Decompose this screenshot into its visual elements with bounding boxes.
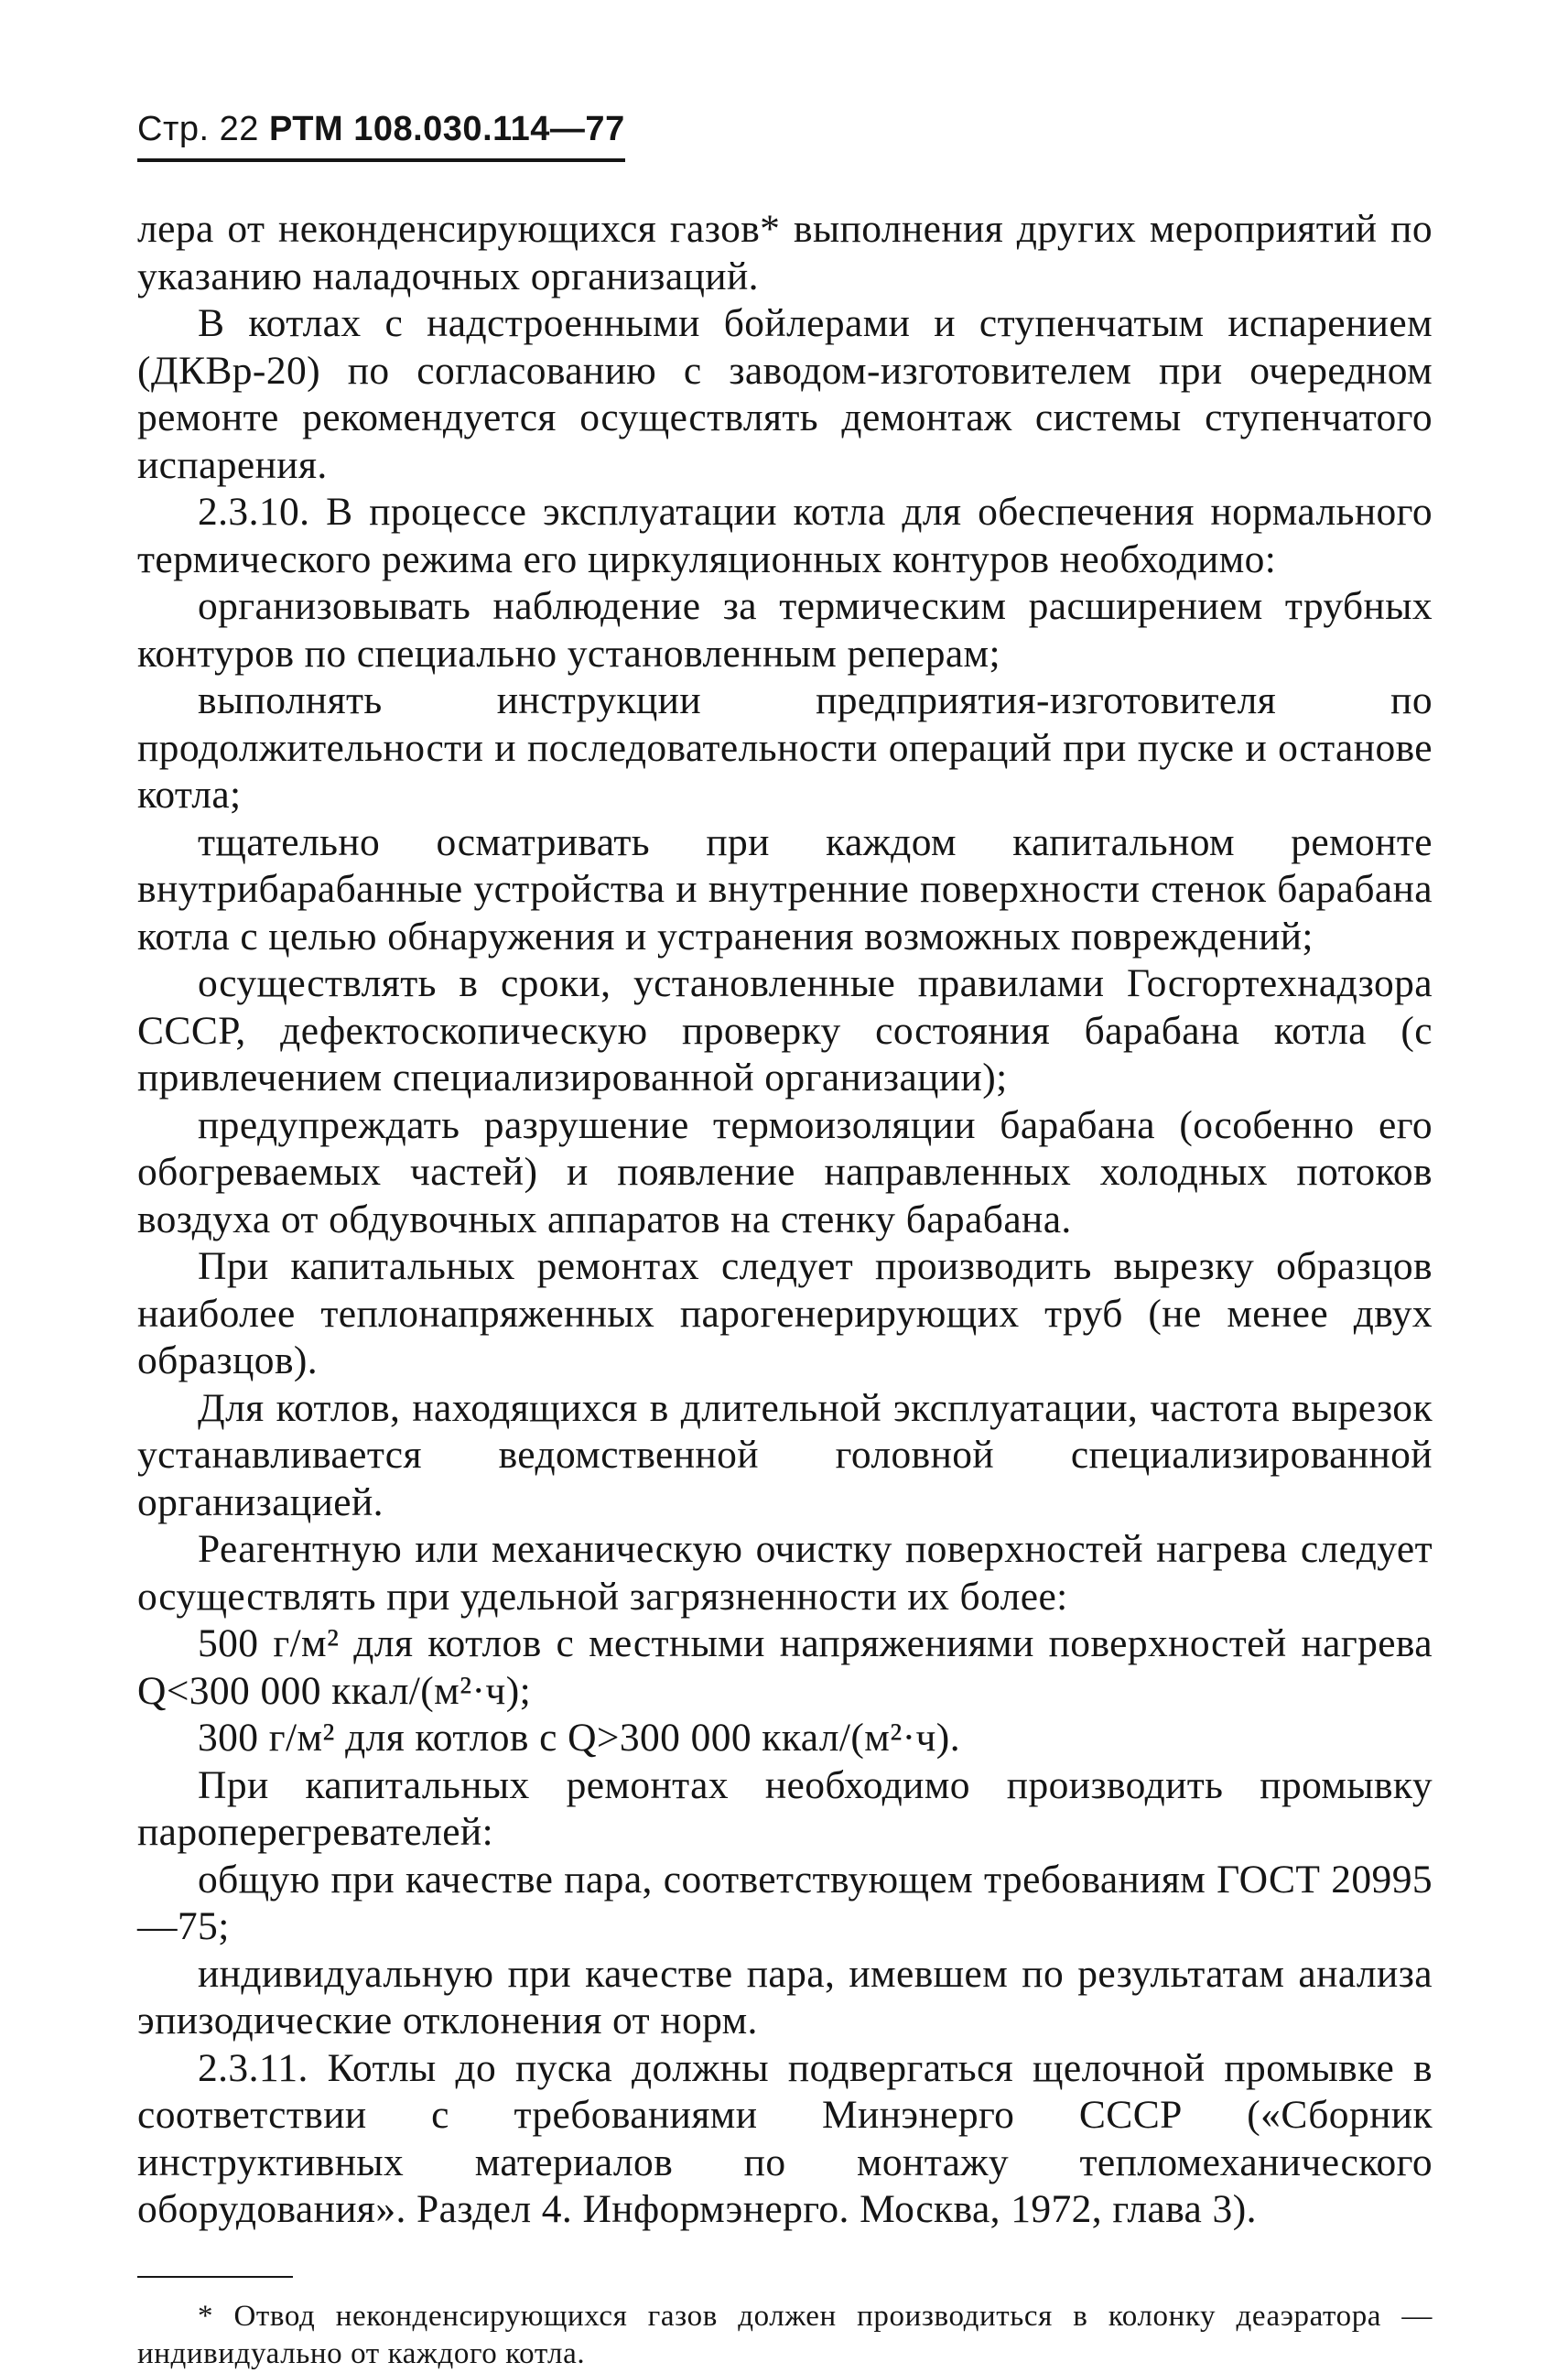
paragraph: В котлах с надстроенными бойлерами и ступенчатым испарением (ДКВр-20) по согласованию с заводом-изготовителем при очередном ремонте рекомендуется осуществлять демонтаж системы ступенчатого испарения. — [137, 301, 1433, 487]
list-item: тщательно осматривать при каждом капитальном ремонте внутрибарабанные устройства и внутренние поверхности стенок барабана котла с целью обнаружения и устранения возможных повреждений; — [137, 819, 1433, 959]
list-item: общую при качестве пара, соответствующем требованиям ГОСТ 20995—75; — [137, 1857, 1433, 1948]
list-item: 300 г/м² для котлов с Q>300 000 ккал/(м²·ч). — [198, 1716, 960, 1760]
paragraph: лера от неконденсирующихся газов* выполнения других мероприятий по указанию наладочных организаций. — [137, 207, 1433, 298]
list-item: организовывать наблюдение за термическим расширением трубных контуров по специально установленным реперам; — [137, 584, 1433, 676]
footnote: * Отвод неконденсирующихся газов должен производиться в колонку деаэратора — индивидуально от каждого котла. — [137, 2299, 1433, 2370]
paragraph: При капитальных ремонтах необходимо производить промывку пароперегревателей: — [137, 1762, 1433, 1854]
list-item: выполнять инструкции предприятия-изготовителя по продолжительности и последовательности операций при пуске и останове котла; — [137, 678, 1433, 817]
paragraph: 2.3.11. Котлы до пуска должны подвергаться щелочной промывке в соответствии с требованиями Минэнерго СССР («Сборник инструктивных материалов по монтажу тепломеханического оборудования». Раздел 4. Информэнерго. Москва, 1972, глава 3). — [137, 2045, 1433, 2231]
doc-code: РТМ 108.030.114—77 — [268, 110, 625, 148]
paragraph: При капитальных ремонтах следует производить вырезку образцов наиболее теплонапряженных парогенерирующих труб (не менее двух образцов). — [137, 1244, 1433, 1382]
body-text — [137, 206, 1433, 2234]
list-item: осуществлять в сроки, установленные правилами Госгортехнадзора СССР, дефектоскопическую проверку состояния барабана котла (с привлечением специализированной организации); — [137, 961, 1433, 1100]
document-page — [137, 110, 1433, 2373]
paragraph: 2.3.10. В процессе эксплуатации котла для обеспечения нормального термического режима его циркуляционных контуров необходимо: — [137, 490, 1433, 581]
list-item: 500 г/м² для котлов с местными напряжениями поверхностей нагрева Q<300 000 ккал/(м²·ч); — [137, 1621, 1433, 1713]
page-header — [137, 110, 625, 162]
page-number: Стр. 22 — [137, 110, 259, 148]
footnote-divider — [137, 2276, 293, 2278]
paragraph: Реагентную или механическую очистку поверхностей нагрева следует осуществлять при удельной загрязненности их более: — [137, 1527, 1433, 1619]
list-item: индивидуальную при качестве пара, имевшем по результатам анализа эпизодические отклонения от норм. — [137, 1951, 1433, 2043]
paragraph: Для котлов, находящихся в длительной эксплуатации, частота вырезок устанавливается ведомственной головной специализированной организацией. — [137, 1385, 1433, 1524]
list-item: предупреждать разрушение термоизоляции барабана (особенно его обогреваемых частей) и появление направленных холодных потоков воздуха от обдувочных аппаратов на стенку барабана. — [137, 1102, 1433, 1241]
